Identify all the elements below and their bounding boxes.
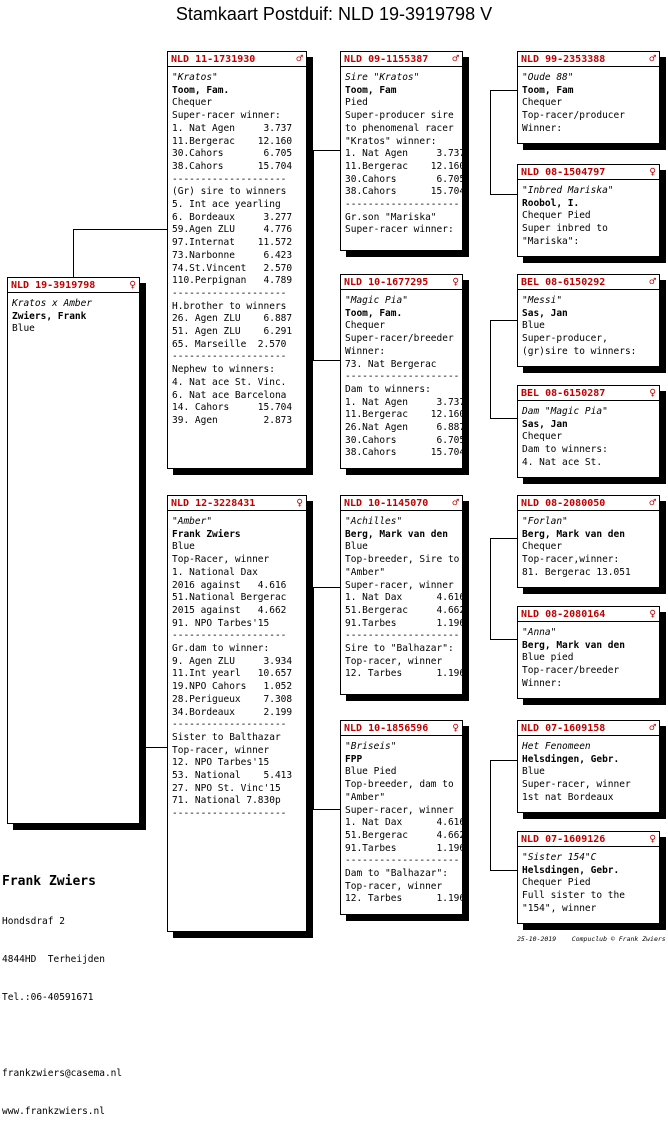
pigeon-name: "Inbred Mariska" (522, 185, 614, 196)
detail-line: 51.National Bergerac (172, 592, 287, 604)
detail-line: H.brother to winners (172, 300, 287, 312)
detail-line: Chequer (172, 97, 213, 109)
pigeon-card-dsd (517, 606, 660, 699)
detail-line: "Amber" (345, 791, 386, 803)
detail-line: -------------------- (172, 719, 287, 731)
detail-line: Top-racer, winner (345, 655, 443, 667)
ring-header (518, 165, 659, 180)
owner-name: Helsdingen, Gebr. (522, 864, 620, 876)
pigeon-details (341, 290, 466, 460)
detail-line: Blue (345, 541, 368, 553)
detail-line: "154", winner (522, 902, 597, 914)
detail-line: 74.St.Vincent 2.570 (172, 262, 293, 274)
ring-header (518, 52, 659, 67)
pigeon-card-dam-dam (340, 720, 466, 915)
detail-line: Top-racer/breeder (522, 665, 620, 677)
detail-line: 1. Nat Dax 4.616 (345, 817, 466, 829)
connector (490, 760, 491, 870)
female-icon: ♀ (452, 721, 459, 734)
connector (490, 870, 517, 871)
detail-line: -------------------- (172, 173, 287, 185)
ring-header (341, 52, 462, 67)
detail-line: 81. Bergerac 13.051 (522, 566, 631, 578)
male-icon: ♂ (649, 52, 656, 65)
pigeon-details (518, 622, 659, 691)
female-icon: ♀ (649, 832, 656, 845)
pigeon-details (341, 511, 466, 681)
detail-line: 30.Cahors 6.705 (345, 173, 466, 185)
detail-line: 1. Nat Agen 3.737 (345, 396, 466, 408)
ring-number: NLD 11-1731930 (171, 53, 256, 65)
detail-line: Blue pied (522, 652, 574, 664)
detail-line: 30.Cahors 6.705 (172, 148, 293, 160)
pigeon-details (518, 67, 659, 136)
female-icon: ♀ (296, 496, 303, 509)
detail-line: 97.Internat 11.572 (172, 237, 293, 249)
detail-line: (Gr) sire to winners (172, 186, 287, 198)
connector (490, 90, 517, 91)
male-icon: ♂ (296, 52, 303, 65)
detail-line: 110.Perpignan 4.789 (172, 275, 293, 287)
detail-line: 12. NPO Tarbes'15 (172, 757, 270, 769)
detail-line: 38.Cahors 15.704 (345, 186, 466, 198)
ring-number: NLD 08-2080050 (521, 497, 606, 509)
detail-line: 4. Nat ace St. Vinc. (172, 376, 287, 388)
detail-line: Chequer Pied (522, 877, 591, 889)
detail-line: -------------------- (172, 351, 287, 363)
detail-line: Super-racer, winner (522, 779, 631, 791)
detail-line: Top-racer, winner (345, 880, 443, 892)
pigeon-card-ddd (517, 831, 660, 924)
detail-line: 1. Nat Dax 4.616 (345, 592, 466, 604)
female-icon: ♀ (452, 275, 459, 288)
pigeon-name: "Achilles" (345, 516, 403, 527)
pigeon-name: Dam "Magic Pia" (522, 406, 608, 417)
pigeon-details (518, 180, 659, 249)
detail-line: 26.Nat Agen 6.887 (345, 422, 466, 434)
detail-line: Blue (12, 323, 35, 335)
ring-number: NLD 19-3919798 (11, 279, 96, 291)
detail-line: -------------------- (345, 199, 460, 211)
pigeon-name: "Oude 88" (522, 72, 574, 83)
pigeon-card-ssd (517, 164, 660, 257)
pigeon-name: "Forlan" (522, 516, 568, 527)
detail-line: 73. Nat Bergerac (345, 358, 437, 370)
owner-name: Berg, Mark van den (345, 528, 448, 540)
ring-number: BEL 08-6150287 (521, 387, 606, 399)
pigeon-card-dam (167, 495, 307, 932)
detail-line: 19.NPO Cahors 1.052 (172, 681, 293, 693)
female-icon: ♀ (129, 278, 136, 291)
detail-line: Super-producer, (522, 333, 608, 345)
detail-line: Gr.dam to winner: (172, 643, 270, 655)
pigeon-details (518, 290, 659, 359)
detail-line: Chequer (345, 320, 386, 332)
detail-line: 59.Agen ZLU 4.776 (172, 224, 293, 236)
owner-name: Zwiers, Frank (12, 310, 87, 322)
detail-line: 28.Perigueux 7.308 (172, 693, 293, 705)
contact-line (2, 1030, 122, 1043)
pigeon-card-dds (517, 720, 660, 813)
ring-number: NLD 09-1155387 (344, 53, 429, 65)
connector (490, 760, 517, 761)
owner-name: Roobol, I. (522, 197, 580, 209)
detail-line: 51.Bergerac 4.662 (345, 604, 466, 616)
detail-line: 6. Nat ace Barcelona (172, 389, 287, 401)
detail-line: 91. NPO Tarbes'15 (172, 617, 270, 629)
detail-line: 1. Nat Agen 3.737 (172, 122, 293, 134)
detail-line: Super-racer winner: (345, 224, 454, 236)
ring-header (518, 386, 659, 401)
pigeon-details (518, 736, 659, 805)
detail-line: 5. Int ace yearling (172, 199, 281, 211)
pigeon-details (168, 511, 306, 821)
ring-header (168, 52, 306, 67)
detail-line: to phenomenal racer (345, 122, 454, 134)
pigeon-card-dam-sire (340, 495, 466, 695)
detail-line: 71. National 7.830p (172, 795, 281, 807)
ring-header (168, 496, 306, 511)
pigeon-card-sdd (517, 385, 660, 478)
pigeon-name: Kratos x Amber (12, 298, 93, 309)
connector (313, 809, 340, 810)
detail-line: 12. Tarbes 1.196 (345, 668, 466, 680)
detail-line: Top-racer,winner: (522, 554, 620, 566)
detail-line: Chequer (522, 431, 563, 443)
ring-number: NLD 07-1609126 (521, 833, 606, 845)
pigeon-card-sire-dam (340, 274, 466, 469)
detail-line: "Amber" (345, 566, 386, 578)
detail-line: "Mariska": (522, 235, 580, 247)
pigeon-name: "Amber" (172, 516, 213, 527)
ring-header (341, 275, 462, 290)
ring-number: NLD 99-2353388 (521, 53, 606, 65)
connector (313, 150, 314, 360)
connector (490, 90, 491, 194)
detail-line: Top-Racer, winner (172, 554, 270, 566)
detail-line: 1. National Dax (172, 566, 258, 578)
detail-line: Blue Pied (345, 766, 397, 778)
detail-line: Top-breeder, Sire to (345, 554, 460, 566)
male-icon: ♂ (649, 496, 656, 509)
ring-number: NLD 10-1677295 (344, 276, 429, 288)
detail-line: 27. NPO St. Vinc'15 (172, 782, 281, 794)
pigeon-card-sire (167, 51, 307, 469)
detail-line: -------------------- (345, 630, 460, 642)
detail-line: 12. Tarbes 1.196 (345, 893, 466, 905)
owner-name: Toom, Fam. (172, 84, 230, 96)
connector (490, 639, 517, 640)
detail-line: 11.Bergerac 12.160 (172, 135, 293, 147)
ring-header (518, 275, 659, 290)
pigeon-name: "Sister 154"C (522, 852, 597, 863)
detail-line: 11.Int yearl 10.657 (172, 668, 293, 680)
owner-name: FPP (345, 753, 363, 765)
ring-number: NLD 12-3228431 (171, 497, 256, 509)
female-icon: ♀ (649, 607, 656, 620)
detail-line: Winner: (522, 677, 563, 689)
pigeon-details (168, 67, 306, 428)
detail-line: 14. Cahors 15.704 (172, 402, 293, 414)
detail-line: -------------------- (172, 287, 287, 299)
detail-line: -------------------- (345, 855, 460, 867)
detail-line: 2015 against 4.662 (172, 604, 287, 616)
detail-line: 9. Agen ZLU 3.934 (172, 655, 293, 667)
female-icon: ♀ (649, 165, 656, 178)
detail-line: Sire to "Balhazar": (345, 643, 454, 655)
detail-line: 1. Nat Agen 3.737 (345, 148, 466, 160)
connector (313, 587, 314, 809)
detail-line: Top-breeder, dam to (345, 779, 454, 791)
male-icon: ♂ (649, 275, 656, 288)
pigeon-name: "Messi" (522, 295, 563, 306)
detail-line: (gr)sire to winners: (522, 345, 637, 357)
owner-name: Helsdingen, Gebr. (522, 753, 620, 765)
detail-line: 11.Bergerac 12.160 (345, 409, 466, 421)
connector (490, 538, 491, 639)
pigeon-details (518, 401, 659, 470)
pigeon-name: "Briseis" (345, 741, 397, 752)
detail-line: 38.Cahors 15.704 (345, 447, 466, 459)
detail-line: "Kratos" winner: (345, 135, 437, 147)
detail-line: Super-producer sire (345, 110, 454, 122)
owner-name: Sas, Jan (522, 418, 568, 430)
connector (73, 229, 167, 230)
ring-header (341, 721, 462, 736)
owner-name: Toom, Fam (522, 84, 574, 96)
detail-line: 30.Cahors 6.705 (345, 434, 466, 446)
pigeon-name: Sire "Kratos" (345, 72, 420, 83)
pigeon-name: Het Fenomeen (522, 741, 591, 752)
connector (490, 320, 517, 321)
detail-line: 2016 against 4.616 (172, 579, 287, 591)
detail-line: 6. Bordeaux 3.277 (172, 211, 293, 223)
detail-line: Winner: (522, 122, 563, 134)
connector (490, 538, 517, 539)
ring-header (518, 832, 659, 847)
detail-line: Top-racer, winner (172, 744, 270, 756)
detail-line: 39. Agen 2.873 (172, 414, 293, 426)
owner-name: Berg, Mark van den (522, 528, 625, 540)
pigeon-details (518, 511, 659, 580)
connector (490, 418, 517, 419)
connector (313, 150, 340, 151)
connector (313, 360, 340, 361)
detail-line: 11.Bergerac 12.160 (345, 160, 466, 172)
detail-line: Dam to "Balhazar": (345, 868, 448, 880)
ring-header (518, 607, 659, 622)
detail-line: Super-racer winner: (172, 110, 281, 122)
pigeon-details (341, 67, 466, 237)
owner-name: Toom, Fam. (345, 307, 403, 319)
pigeon-card-sire-sire (340, 51, 466, 251)
owner-name: Sas, Jan (522, 307, 568, 319)
detail-line: 53. National 5.413 (172, 770, 293, 782)
detail-line: 65. Marseille 2.570 (172, 338, 287, 350)
owner-name: Frank Zwiers (172, 528, 241, 540)
detail-line: Dam to winners: (345, 383, 431, 395)
pigeon-name: "Anna" (522, 627, 557, 638)
owner-name: Toom, Fam (345, 84, 397, 96)
detail-line: Chequer (522, 97, 563, 109)
ring-number: NLD 08-2080164 (521, 608, 606, 620)
connector (73, 229, 74, 277)
detail-line: Blue (522, 320, 545, 332)
detail-line: Blue (172, 541, 195, 553)
contact-line: Tel.:06-40591671 (2, 992, 94, 1004)
detail-line: Blue (522, 766, 545, 778)
connector (490, 194, 517, 195)
ring-number: BEL 08-6150292 (521, 276, 606, 288)
detail-line: Winner: (345, 345, 386, 357)
ring-header (518, 721, 659, 736)
breeder-contact (2, 849, 122, 1132)
male-icon: ♂ (649, 721, 656, 734)
breeder-name: Frank Zwiers (2, 874, 96, 890)
pigeon-card-subject (7, 277, 140, 824)
contact-website: www.frankzwiers.nl (2, 1106, 105, 1118)
print-credit: 25-10-2019 Compuclub © Frank Zwiers (517, 935, 666, 943)
detail-line: Top-racer/producer (522, 110, 625, 122)
detail-line: Chequer Pied (522, 210, 591, 222)
detail-line: 1st nat Bordeaux (522, 791, 614, 803)
female-icon: ♀ (649, 386, 656, 399)
detail-line: Dam to winners: (522, 444, 608, 456)
pigeon-card-dss (517, 495, 660, 588)
detail-line: Super-racer, winner (345, 579, 454, 591)
contact-line: Hondsdraf 2 (2, 915, 65, 927)
detail-line: Gr.son "Mariska" (345, 211, 437, 223)
detail-line: -------------------- (345, 371, 460, 383)
detail-line: 26. Agen ZLU 6.887 (172, 313, 293, 325)
detail-line: Full sister to the (522, 890, 625, 902)
pigeon-card-sss (517, 51, 660, 144)
detail-line: 51. Agen ZLU 6.291 (172, 326, 293, 338)
ring-header (8, 278, 139, 293)
owner-name: Berg, Mark van den (522, 639, 625, 651)
contact-line: 4844HD Terheijden (2, 953, 105, 965)
detail-line: 4. Nat ace St. (522, 456, 603, 468)
contact-email: frankzwiers@casema.nl (2, 1068, 123, 1080)
pigeon-card-sds (517, 274, 660, 367)
detail-line: Sister to Balthazar (172, 731, 281, 743)
ring-number: NLD 08-1504797 (521, 166, 606, 178)
detail-line: 51.Bergerac 4.662 (345, 829, 466, 841)
detail-line: 73.Narbonne 6.423 (172, 249, 293, 261)
detail-line: Super-racer/breeder (345, 333, 454, 345)
connector (313, 587, 340, 588)
detail-line: -------------------- (172, 630, 287, 642)
detail-line: Nephew to winners: (172, 364, 275, 376)
pigeon-name: "Magic Pia" (345, 295, 408, 306)
detail-line: Super-racer, winner (345, 804, 454, 816)
detail-line: Chequer (522, 541, 563, 553)
male-icon: ♂ (452, 52, 459, 65)
detail-line: -------------------- (172, 808, 287, 820)
pigeon-details (8, 293, 139, 336)
connector (490, 320, 491, 418)
detail-line: 38.Cahors 15.704 (172, 160, 293, 172)
detail-line: 91.Tarbes 1.196 (345, 617, 466, 629)
detail-line: Pied (345, 97, 368, 109)
ring-number: NLD 10-1856596 (344, 722, 429, 734)
ring-number: NLD 10-1145070 (344, 497, 429, 509)
detail-line: 34.Bordeaux 2.199 (172, 706, 293, 718)
page-title: Stamkaart Postduif: NLD 19-3919798 V (175, 4, 493, 24)
detail-line: Super inbred to (522, 223, 608, 235)
ring-number: NLD 07-1609158 (521, 722, 606, 734)
detail-line: 91.Tarbes 1.196 (345, 842, 466, 854)
pigeon-details (341, 736, 466, 906)
pigeon-name: "Kratos" (172, 72, 218, 83)
pigeon-details (518, 847, 659, 916)
ring-header (341, 496, 462, 511)
ring-header (518, 496, 659, 511)
male-icon: ♂ (452, 496, 459, 509)
